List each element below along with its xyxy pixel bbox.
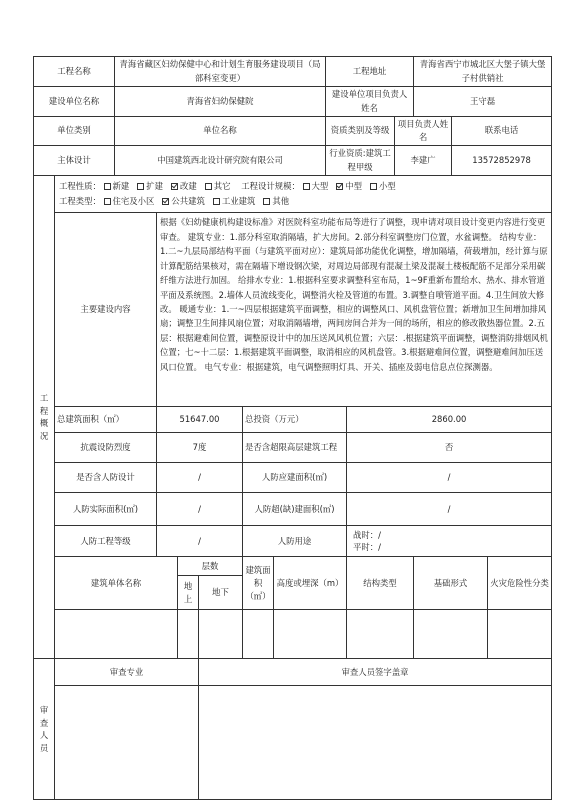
scale-options bbox=[303, 181, 404, 191]
fire-class-header: 火灾危险性分类 bbox=[488, 557, 552, 610]
civil-defense-row bbox=[34, 463, 552, 493]
unit-category-label: 单位类别 bbox=[34, 117, 115, 146]
type-option-label: 其他 bbox=[272, 196, 290, 207]
checkbox-checked-icon[interactable] bbox=[336, 183, 343, 190]
civil-diff-label: 人防超(缺)建面积(㎡) bbox=[243, 493, 347, 526]
checkbox-checked-icon[interactable] bbox=[162, 198, 169, 205]
builder-lead-label: 建设单位项目负责人姓名 bbox=[326, 87, 414, 117]
checkbox-icon[interactable] bbox=[263, 198, 270, 205]
highrise-value: 否 bbox=[347, 433, 552, 463]
civil-use-label: 人防用途 bbox=[243, 526, 347, 557]
struct-header: 结构类型 bbox=[347, 557, 414, 610]
checkbox-icon[interactable] bbox=[303, 183, 310, 190]
builder-row bbox=[34, 87, 552, 117]
checkbox-icon[interactable] bbox=[104, 183, 111, 190]
checkbox-checked-icon[interactable] bbox=[171, 183, 178, 190]
review-sign-label: 审查人员签字盖章 bbox=[199, 659, 552, 686]
checkbox-icon[interactable] bbox=[104, 198, 111, 205]
type-option-label: 住宅及小区 bbox=[112, 196, 155, 207]
scale-option-label: 中型 bbox=[345, 181, 363, 191]
above-ground-header: 地上 bbox=[178, 576, 199, 610]
review-header-row bbox=[34, 659, 552, 686]
nature-option-label: 新建 bbox=[112, 181, 130, 191]
project-name-value: 青海省藏区妇幼保健中心和计划生育服务建设项目（局部科室变更） bbox=[115, 57, 326, 87]
civil-actual-row bbox=[34, 493, 552, 526]
designer-row bbox=[34, 146, 552, 176]
below-ground-header: 地下 bbox=[199, 576, 243, 610]
nature-option-label: 其它 bbox=[213, 181, 231, 191]
civil-grade-value: / bbox=[157, 526, 243, 557]
phone-label: 联系电话 bbox=[452, 117, 552, 146]
type-option[interactable] bbox=[162, 196, 205, 206]
height-header: 高度或埋深（m） bbox=[274, 557, 347, 610]
project-options bbox=[55, 176, 552, 213]
highrise-label: 是否含超限高层建筑工程 bbox=[243, 433, 347, 463]
civil-area-label: 人防应建面积(㎡) bbox=[243, 463, 347, 493]
nature-option-label: 扩建 bbox=[146, 181, 164, 191]
type-option-label: 工业建筑 bbox=[221, 196, 256, 207]
civil-use-peace: 平时：/ bbox=[353, 542, 381, 553]
qualification-label: 资质类别及等级 bbox=[326, 117, 395, 146]
review-side-label: 审 查 人 员 bbox=[34, 659, 55, 800]
seismic-row bbox=[34, 433, 552, 463]
content-row bbox=[34, 213, 552, 407]
scale-option[interactable] bbox=[303, 181, 329, 191]
builder-lead-value: 王守磊 bbox=[414, 87, 552, 117]
civil-actual-value: / bbox=[157, 493, 243, 526]
building-header-row bbox=[34, 557, 552, 576]
builder-value: 青海省妇幼保健院 bbox=[115, 87, 326, 117]
civil-use-war: 战时：/ bbox=[353, 529, 381, 540]
seismic-label: 抗震设防烈度 bbox=[55, 433, 157, 463]
civil-label: 是否含人防设计 bbox=[55, 463, 157, 493]
civil-area-value: / bbox=[347, 463, 552, 493]
type-option[interactable] bbox=[104, 196, 155, 206]
scale-option-label: 小型 bbox=[379, 181, 396, 191]
project-address-label: 工程地址 bbox=[326, 57, 414, 87]
civil-grade-row bbox=[34, 526, 552, 557]
seismic-value: 7度 bbox=[157, 433, 243, 463]
nature-option[interactable] bbox=[104, 181, 130, 191]
building-empty-row bbox=[34, 610, 552, 659]
checkbox-icon[interactable] bbox=[137, 183, 144, 190]
nature-option-label: 改建 bbox=[180, 181, 197, 191]
designer-pm: 李建广 bbox=[395, 146, 452, 176]
civil-actual-label: 人防实际面积(㎡) bbox=[55, 493, 157, 526]
floors-header: 层数 bbox=[178, 557, 243, 576]
civil-grade-label: 人防工程等级 bbox=[55, 526, 157, 557]
nature-label: 工程性质： bbox=[59, 181, 101, 191]
type-line bbox=[59, 194, 547, 209]
checkbox-icon[interactable] bbox=[205, 183, 212, 190]
nature-option[interactable] bbox=[205, 181, 231, 191]
checkbox-icon[interactable] bbox=[213, 198, 220, 205]
scale-option-label: 大型 bbox=[311, 181, 329, 191]
review-major-label: 审查专业 bbox=[55, 659, 199, 686]
review-empty-row bbox=[34, 686, 552, 800]
options-row bbox=[34, 176, 552, 213]
builder-label: 建设单位名称 bbox=[34, 87, 115, 117]
bld-name-header: 建筑单体名称 bbox=[55, 557, 178, 610]
unit-name-label: 单位名称 bbox=[115, 117, 326, 146]
type-option[interactable] bbox=[263, 196, 289, 206]
bld-area-header: 建筑面积（㎡） bbox=[243, 557, 274, 610]
foundation-header: 基础形式 bbox=[414, 557, 488, 610]
civil-use-value bbox=[347, 526, 552, 557]
checkbox-icon[interactable] bbox=[370, 183, 377, 190]
scale-option[interactable] bbox=[370, 181, 396, 191]
unit-header-row bbox=[34, 117, 552, 146]
scale-option[interactable] bbox=[336, 181, 362, 191]
nature-options bbox=[104, 181, 239, 191]
area-label: 总建筑面积（㎡） bbox=[55, 407, 157, 433]
overview-side-label: 工 程 概 况 bbox=[34, 176, 55, 659]
nature-option[interactable] bbox=[171, 181, 197, 191]
civil-diff-value: / bbox=[347, 493, 552, 526]
content-value: 根据《妇幼健康机构建设标准》对医院科室功能布局等进行了调整，现申请对项目设计变更内容进行变更审查。 建筑专业：1.部分科室取消隔墙，扩大房间。2.部分科室调整房门位置，水盆调整。 结构专业：1.二~九层局部结构平面（与建筑平面对应）：建筑局部功能优化调整，增加隔墙，荷载增加，经计算与原计算配筋结果核对，需在隔墙下增设钢次梁，对周边局部现有混凝土梁及混凝土楼板配筋不足部分采用碳纤维方法进行加固。 给排水专业：1.根据科室要求调整科室布局，1~9F重新布置给水、热水、排水管道平面及系统图。2.墙体人员流线变化，调整消火栓及管道的布置。3.调整自喷管道平面。4.卫生间放大修改。 暖通专业：1.一~四层根据建筑平面调整，相应的调整风口、风机盘管位置；新增加卫生间增加排风扇；调整卫生间排风扇位置；对取消隔墙增，两间房间合并为一间的场所，相应的修改散热器位置。2.五层：根据避难间位置，调整原设计中的加压送风风机位置；六层：.根据建筑平面调整，调整消防排烟风机位置；七~十二层：1.根据建筑平面调整，取消相应的风机盘管。3.根据避难间位置，调整避难间加压送风口位置。 电气专业：根据建筑，电气调整照明灯具、开关、插座及弱电信息点位探测器。 bbox=[157, 213, 552, 407]
type-option-label: 公共建筑 bbox=[171, 196, 205, 207]
designer-phone: 13572852978 bbox=[452, 146, 552, 176]
project-address-value: 青海省西宁市城北区大堡子镇大堡子村供销社 bbox=[414, 57, 552, 87]
invest-label: 总投资（万元） bbox=[243, 407, 347, 433]
project-name-label: 工程名称 bbox=[34, 57, 115, 87]
type-option[interactable] bbox=[213, 196, 256, 206]
content-label: 主要建设内容 bbox=[55, 213, 157, 407]
designer-qualification: 行业资质:建筑工程甲级 bbox=[326, 146, 395, 176]
civil-value: / bbox=[157, 463, 243, 493]
designer-label: 主体设计 bbox=[34, 146, 115, 176]
scale-label: 工程设计规模： bbox=[241, 181, 300, 191]
type-label: 工程类型： bbox=[59, 196, 101, 207]
area-row bbox=[34, 407, 552, 433]
invest-value: 2860.00 bbox=[347, 407, 552, 433]
area-value: 51647.00 bbox=[157, 407, 243, 433]
nature-scale-line bbox=[59, 179, 547, 194]
nature-option[interactable] bbox=[137, 181, 163, 191]
project-form-table bbox=[33, 56, 552, 800]
project-name-row bbox=[34, 57, 552, 87]
pm-name-label: 项目负责人姓名 bbox=[395, 117, 452, 146]
designer-value: 中国建筑西北设计研究院有限公司 bbox=[115, 146, 326, 176]
type-options bbox=[104, 196, 298, 206]
